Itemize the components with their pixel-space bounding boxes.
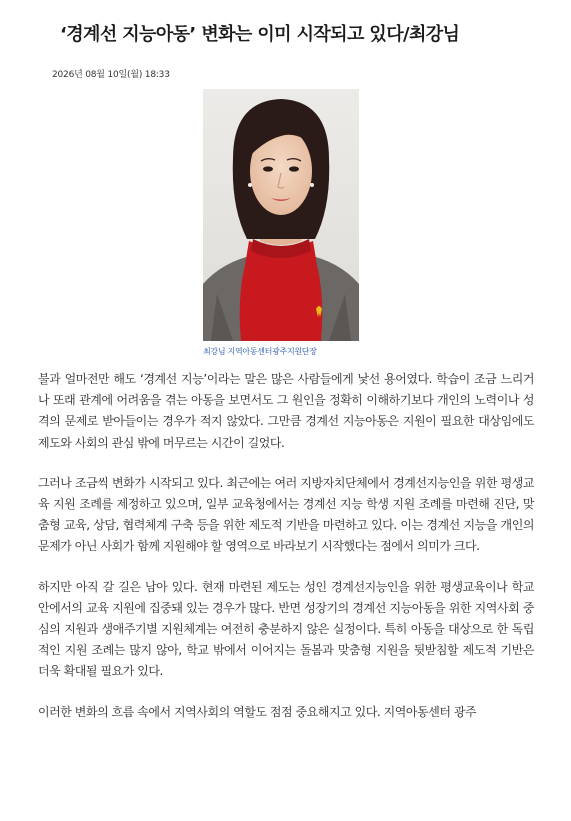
- paragraph-2: 그러나 조금씩 변화가 시작되고 있다. 최근에는 여러 지방자치단체에서 경계선지능인을 위한 평생교육 지원 조례를 제정하고 있으며, 일부 교육청에서는 경계선 지능 학생 지원 조례를 마련해 진단, 맞춤형 교육, 상담, 협력체계 구축 등을 위한 제도적 기반을 마련하고 있다. 이는 경계선 지능을 개인의 문제가 아닌 사회가 함께 지원해야 할 영역으로 바라보기 시작했다는 점에서 의미가 크다.: [38, 475, 534, 554]
- article-title: ‘경계선 지능아동’ 변화는 이미 시작되고 있다/최강님: [60, 24, 460, 45]
- paragraph-3: 하지만 아직 갈 길은 남아 있다. 현재 마련된 제도는 성인 경계선지능인을 위한 평생교육이나 학교 안에서의 교육 지원에 집중돼 있는 경우가 많다. 반면 성장기의 경계선 지능아동을 위한 지역사회 중심의 지원과 생애주기별 지원체계는 여전히 충분하지 않은 실정이다. 특히 아동을 대상으로 한 독립적인 지원 조례는 많지 않아, 학교 밖에서 이어지는 돌봄과 맞춤형 지원을 뒷받침할 제도적 기반은 더욱 확대될 필요가 있다.: [38, 579, 534, 679]
- article-date: 2026년 08월 10일(월) 18:33: [52, 70, 170, 80]
- photo-caption: 최강님 지역아동센터광주지원단장: [203, 347, 317, 356]
- paragraph-4: 이러한 변화의 흐름 속에서 지역사회의 역할도 점점 중요해지고 있다. 지역아동센터 광주: [38, 704, 477, 719]
- paragraph-1: 불과 얼마전만 해도 ‘경계선 지능’이라는 말은 많은 사람들에게 낯선 용어였다. 학습이 조금 느리거나 또래 관계에 어려움을 겪는 아동을 보면서도 그 원인을 정확히 이해하기보다 개인의 노력이나 성격의 문제로 받아들이는 경우가 적지 않았다. 그만큼 경계선 지능아동은 지원이 필요한 대상임에도 제도와 사회의 관심 밖에 머무르는 시간이 길었다.: [38, 372, 534, 450]
- author-photo: [203, 89, 359, 341]
- article-body: [38, 369, 534, 742]
